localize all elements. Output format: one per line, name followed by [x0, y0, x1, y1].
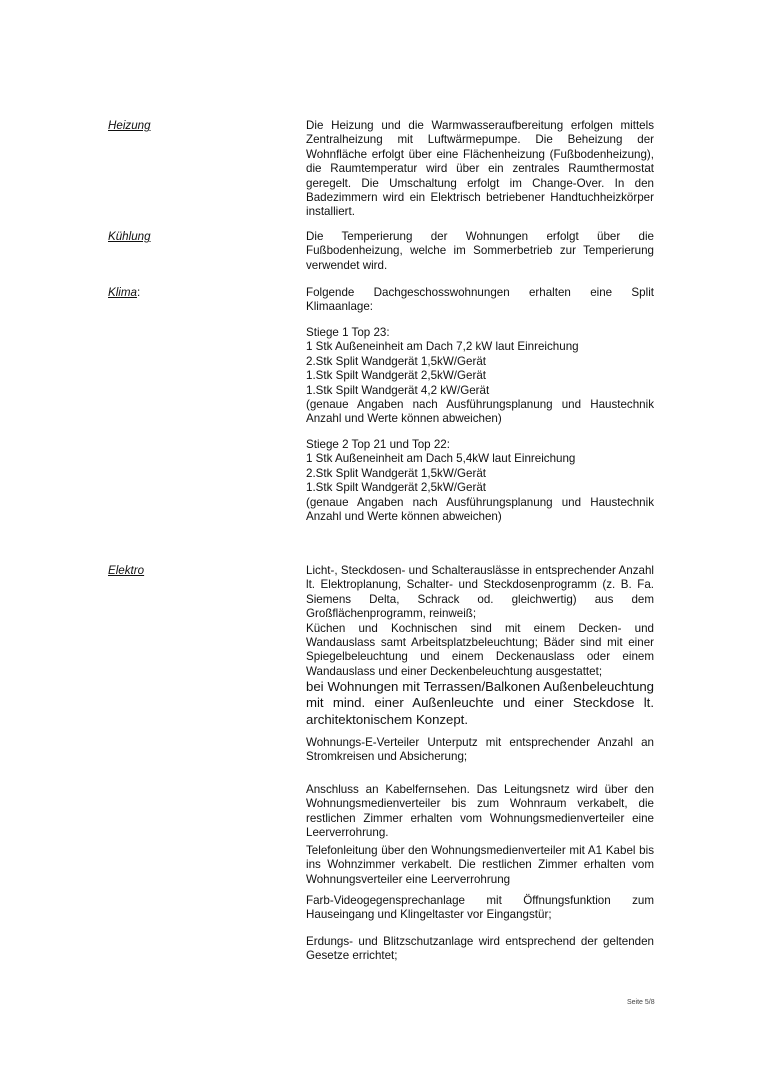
stiege2-item: 1.Stk Spilt Wandgerät 2,5kW/Gerät [306, 481, 486, 495]
elektro-block-3 [306, 783, 654, 841]
stiege1-item: 1 Stk Außeneinheit am Dach 7,2 kW laut Einreichung [306, 340, 579, 354]
page-number: Seite 5/8 [627, 999, 655, 1006]
stiege1-item: 1.Stk Spilt Wandgerät 4,2 kW/Gerät [306, 383, 490, 397]
kuehlung-label: Kühlung [108, 230, 151, 243]
klima-stiege1 [306, 326, 654, 427]
elektro-label: Elektro [108, 564, 145, 577]
elektro-p3: Anschluss an Kabelfernsehen. Das Leitungsnetz wird über den Wohnungsmedienverteiler bis zum Wohnraum verkabelt, die restlichen Zimmer erhalten vom Wohnungsmedienverteiler eine Leerverrohrung. [306, 783, 654, 840]
klima-intro [306, 286, 654, 315]
klima-intro-paragraph: Folgende Dachgeschosswohnungen erhalten eine Split Klimaanlage: [306, 286, 654, 314]
elektro-p1a: Licht-, Steckdosen- und Schalterauslässe in entsprechender Anzahl lt. Elektroplanung, Schalter- und Steckdosenprogramm (z. B. Fa. Siemens Delta, Schrack od. gleichwertig) aus dem Großflächenprogramm, reinweiß; [306, 564, 654, 621]
stiege2-item: 2.Stk Split Wandgerät 1,5kW/Gerät [306, 466, 486, 480]
kuehlung-text [306, 230, 654, 273]
elektro-block-5 [306, 894, 654, 923]
elektro-p1b: Küchen und Kochnischen sind mit einem Decken- und Wandauslass samt Arbeitsplatzbeleuchtung; Bäder sind mit einer Spiegelbeleuchtung und einem Deckenauslass oder einem Wandauslass und einer Deckenbeleuchtung ausgestattet; [306, 621, 654, 678]
kuehlung-paragraph: Die Temperierung der Wohnungen erfolgt über die Fußbodenheizung, welche im Sommerbetrieb zur Temperierung verwendet wird. [306, 230, 654, 272]
elektro-p2: Wohnungs-E-Verteiler Unterputz mit entsprechender Anzahl an Stromkreisen und Absicherung; [306, 736, 654, 764]
heizung-text [306, 119, 654, 220]
klima-label-colon: : [137, 286, 141, 299]
elektro-block-1 [306, 564, 654, 728]
stiege1-title: Stiege 1 Top 23: [306, 326, 390, 339]
stiege2-item: 1 Stk Außeneinheit am Dach 5,4kW laut Einreichung [306, 452, 576, 466]
stiege2-note: (genaue Angaben nach Ausführungsplanung und Haustechnik Anzahl und Werte können abweichen) [306, 495, 654, 524]
stiege1-item: 1.Stk Spilt Wandgerät 2,5kW/Gerät [306, 369, 486, 383]
elektro-block-2 [306, 736, 654, 765]
elektro-p6: Erdungs- und Blitzschutzanlage wird entsprechend der geltenden Gesetze errichtet; [306, 935, 654, 963]
klima-label-wrap [108, 286, 140, 300]
elektro-p4: Telefonleitung über den Wohnungsmedienverteiler mit A1 Kabel bis ins Wohnzimmer verkabelt. Die restlichen Zimmer erhalten vom Wohnungsverteiler eine Leerverrohrung [306, 844, 654, 886]
stiege1-item: 2.Stk Split Wandgerät 1,5kW/Gerät [306, 354, 486, 368]
klima-label: Klima [108, 286, 137, 299]
stiege2-title: Stiege 2 Top 21 und Top 22: [306, 438, 450, 451]
elektro-p5: Farb-Videogegensprechanlage mit Öffnungsfunktion zum Hauseingang und Klingeltaster vor Eingangstür; [306, 894, 654, 922]
elektro-block-6 [306, 935, 654, 964]
elektro-block-4 [306, 844, 654, 887]
klima-stiege2 [306, 438, 654, 524]
heizung-label: Heizung [108, 119, 151, 132]
heizung-paragraph: Die Heizung und die Warmwasseraufbereitung erfolgen mittels Zentralheizung mit Luftwärmepumpe. Die Beheizung der Wohnfläche erfolgt über eine Flächenheizung (Fußbodenheizung), die Raumtemperatur wird über ein zentrales Raumthermostat geregelt. Die Umschaltung erfolgt im Change-Over. In den Badezimmern wird ein Elektrisch betriebener Handtuchheizkörper installiert. [306, 119, 654, 219]
elektro-p1c: bei Wohnungen mit Terrassen/Balkonen Außenbeleuchtung mit mind. einer Außenleuchte und einer Steckdose lt. architektonischem Konzept. [306, 679, 654, 727]
stiege1-note: (genaue Angaben nach Ausführungsplanung und Haustechnik Anzahl und Werte können abweichen) [306, 398, 654, 426]
